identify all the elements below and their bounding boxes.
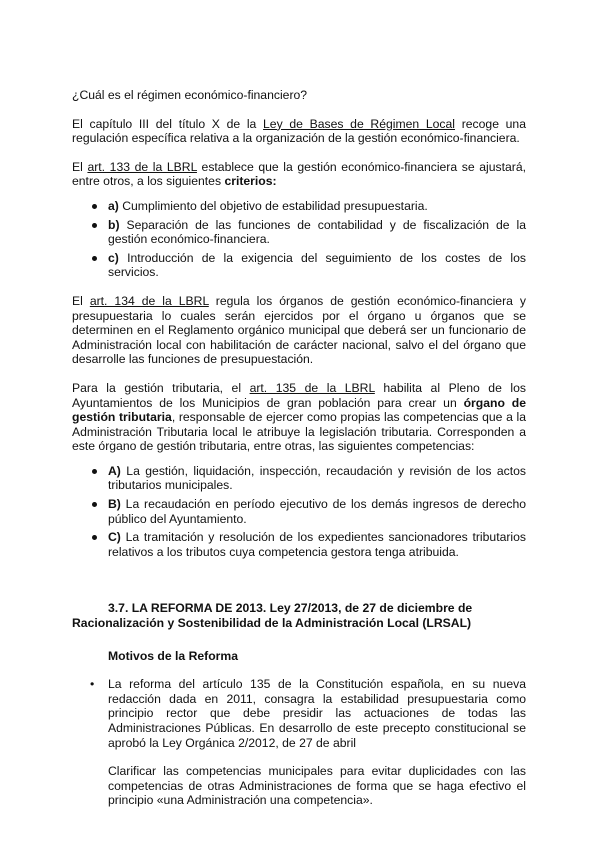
question-line: ¿Cuál es el régimen económico-financiero? (72, 88, 308, 102)
bullet-icon (92, 502, 97, 507)
section-heading-line2: Racionalización y Sostenibilidad de la Administración Local (LRSAL) (72, 616, 472, 631)
text-span: establece que la gestión económico-financiera se ajustará, entre otros, a los siguientes (72, 159, 526, 189)
bullet-icon: • (90, 677, 95, 692)
item-letter: b) (108, 217, 120, 232)
item-text: La gestión, liquidación, inspección, recaudación y revisión de los actos tributarios municipales. (108, 463, 526, 493)
paragraph-art135 (72, 381, 526, 454)
item-letter: B) (108, 497, 121, 512)
text-span: El (72, 293, 90, 308)
item-text: La recaudación en período ejecutivo de los demás ingresos de derecho público del Ayuntamiento. (108, 497, 526, 526)
section-heading-line1: 3.7. LA REFORMA DE 2013. Ley 27/2013, de 27 de diciembre de (108, 601, 473, 616)
item-letter: a) (108, 198, 119, 213)
list-item (72, 530, 526, 559)
text-span: El (72, 159, 88, 174)
paragraph-art133 (72, 160, 526, 189)
paragraph-art134 (72, 294, 526, 367)
criteria-list (72, 199, 526, 280)
reform-list-item (72, 677, 526, 750)
text-span: , responsable de ejercer como propias las competencias que a la Administración Tributaria local le atribuye la legislación tributaria. Corresponden a este órgano de gestión tributaria, entre otras, las siguientes competencias: (72, 410, 527, 454)
item-letter: A) (108, 463, 121, 478)
item-letter: c) (108, 250, 119, 265)
final-paragraph: Clarificar las competencias municipales para evitar duplicidades con las competencias de otras Administraciones de forma que se haga efectivo el principio «una Administración una competencia». (108, 764, 526, 808)
bold-organo-gestion: órgano de gestión tributaria (72, 395, 526, 425)
link-ley-bases[interactable]: Ley de Bases de Régimen Local (263, 116, 456, 131)
list-item (72, 251, 526, 280)
bullet-icon (92, 204, 97, 209)
list-item (72, 218, 526, 247)
bullet-icon (92, 535, 97, 540)
item-text: Cumplimiento del objetivo de estabilidad presupuestaria. (118, 198, 428, 213)
link-art-133[interactable]: art. 133 de la LBRL (87, 159, 197, 174)
list-item (72, 199, 526, 214)
list-item (72, 497, 526, 526)
item-text: Separación de las funciones de contabilidad y de fiscalización de la gestión económico-financiera. (108, 217, 526, 247)
paragraph-capitulo (72, 117, 526, 146)
document-page (72, 88, 526, 808)
reform-item-text: La reforma del artículo 135 de la Constitución española, en su nueva redacción dada en 2011, consagra la estabilidad presupuestaria como principio rector que debe presidir las actuaciones de todas las Administraciones Públicas. En desarrollo de este precepto constitucional se aprobó la Ley Orgánica 2/2012, de 27 de abril (108, 677, 526, 750)
text-span: habilita al Pleno de los Ayuntamientos de los Municipios de gran población para crear un (72, 380, 526, 410)
text-span: regula los órganos de gestión económico-financiera y presupuestaria lo cuales serán ejercidos por el órgano u órganos que se determinen en el Reglamento orgánico municipal que deberá ser un funcionario de Administración local con habilitación de carácter nacional, salvo el del órgano que desarrolle las funciones de presupuestación. (72, 293, 526, 367)
item-text: La tramitación y resolución de los expedientes sancionadores tributarios relativos a los tributos cuya competencia gestora tenga atribuida. (108, 530, 526, 559)
competencias-list (72, 464, 526, 560)
link-art-135[interactable]: art. 135 de la LBRL (249, 380, 375, 395)
item-letter: C) (108, 530, 121, 545)
bold-criterios: criterios: (224, 174, 277, 189)
bullet-icon (92, 256, 97, 261)
item-text: Introducción de la exigencia del seguimiento de los costes de los servicios. (108, 250, 526, 280)
text-span: recoge una regulación específica relativa a la organización de la gestión económico-financiera. (72, 116, 526, 146)
text-span: El capítulo III del título X de la (72, 116, 264, 131)
subheading-motivos: Motivos de la Reforma (108, 648, 239, 663)
bullet-icon (92, 223, 97, 228)
text-span: Para la gestión tributaria, el (72, 380, 250, 395)
link-art-134[interactable]: art. 134 de la LBRL (89, 293, 209, 308)
bullet-icon (92, 469, 97, 474)
section-heading (72, 601, 526, 630)
list-item (72, 464, 526, 493)
